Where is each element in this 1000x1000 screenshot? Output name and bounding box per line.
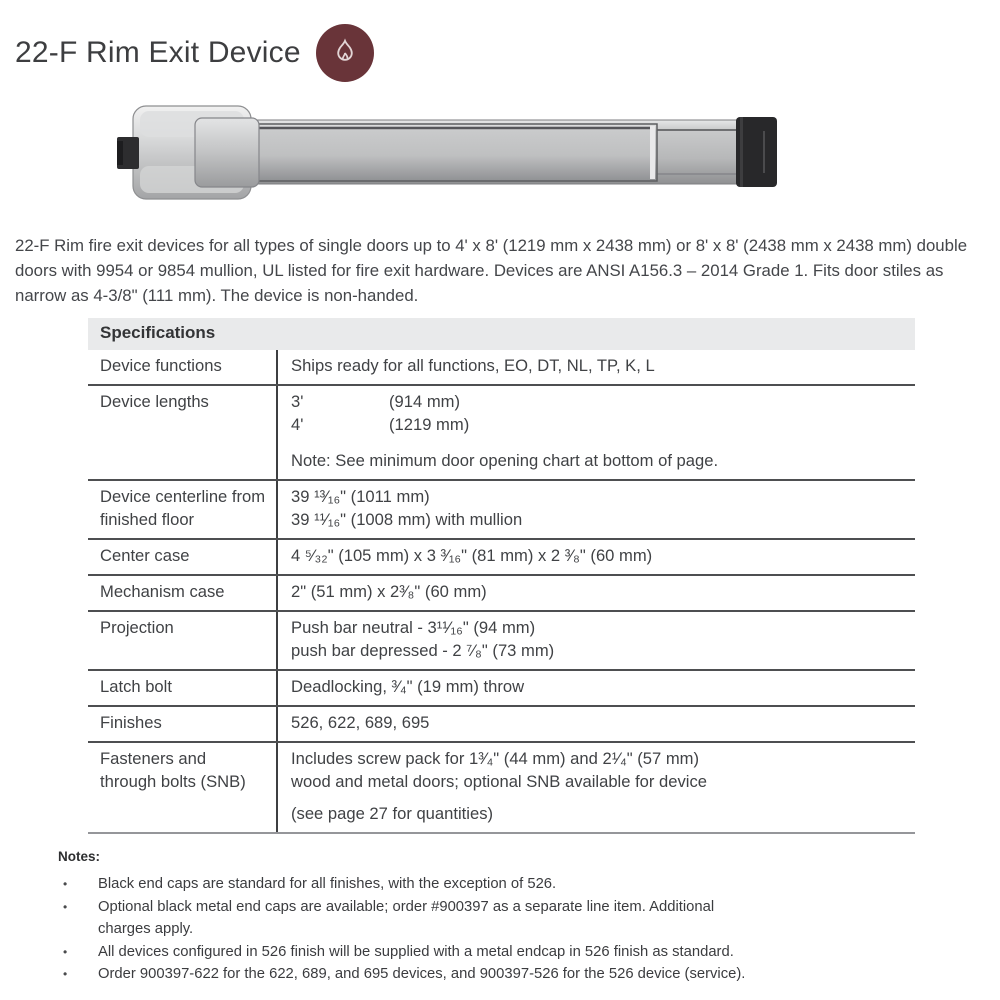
- spec-value: [278, 540, 915, 574]
- spec-value: [278, 576, 915, 610]
- length-metric: (914 mm): [389, 392, 460, 411]
- spec-value: [278, 386, 915, 479]
- note-item: [58, 941, 958, 964]
- spec-value: [278, 350, 915, 384]
- spec-value: [278, 671, 915, 705]
- spec-value-line: push bar depressed - 2 ⁷⁄₈" (73 mm): [291, 641, 555, 660]
- spec-value: [278, 481, 915, 538]
- spec-value-line: (see page 27 for quantities): [291, 804, 494, 823]
- specifications-table: [88, 318, 915, 834]
- exit-device-image: [115, 104, 777, 202]
- spec-value-line: 39 ¹¹⁄₁₆" (1008 mm) with mullion: [291, 510, 523, 529]
- spec-value: [278, 743, 915, 832]
- note-text: [98, 963, 958, 986]
- spec-value-line: [291, 390, 905, 413]
- spec-value-line: Includes screw pack for 1³⁄₄" (44 mm) and 2¹⁄₄" (57 mm): [291, 749, 700, 768]
- spec-row: [88, 386, 915, 481]
- spec-value-line: wood and metal doors; optional SNB available for device: [291, 772, 708, 791]
- spec-row: [88, 540, 915, 576]
- spec-value-line: 39 ¹³⁄₁₆" (1011 mm): [291, 487, 430, 506]
- length-imperial: 4': [291, 415, 304, 434]
- note-text-line: Optional black metal end caps are available; order #900397 as a separate line item. Additional: [98, 898, 715, 915]
- bullet-icon: •: [63, 967, 68, 981]
- note-item: [58, 896, 958, 941]
- spec-value: [278, 707, 915, 741]
- spec-value-line: Deadlocking, ³⁄₄" (19 mm) throw: [291, 677, 525, 696]
- spec-value-line: 4 ⁵⁄₃₂" (105 mm) x 3 ³⁄₁₆" (81 mm) x 2 ³⁄₈" (60 mm): [291, 546, 653, 565]
- fire-rated-badge: [316, 24, 374, 82]
- note-text: [98, 941, 958, 964]
- spec-row: [88, 671, 915, 707]
- header: [15, 24, 374, 82]
- spec-label: Device lengths: [88, 386, 278, 479]
- length-imperial: 3': [291, 392, 304, 411]
- product-description: 22-F Rim fire exit devices for all types of single doors up to 4' x 8' (1219 mm x 2438 mm) or 8' x 8' (2438 mm x 2438 mm) double doors with 9954 or 9854 mullion, UL listed for fire exit hardware. Devices are ANSI A156.3 – 2014 Grade 1. Fits door stiles as narrow as 4-3/8" (111 mm). The device is non-handed.: [15, 236, 968, 305]
- notes-list: [58, 873, 958, 986]
- spec-label: Center case: [88, 540, 278, 574]
- spec-value-line: [291, 413, 905, 436]
- bullet-icon: •: [63, 877, 68, 891]
- notes-heading: Notes:: [58, 849, 101, 864]
- length-metric: (1219 mm): [389, 415, 470, 434]
- spec-row: [88, 612, 915, 671]
- spec-label: Fasteners and through bolts (SNB): [88, 743, 278, 832]
- spec-label: Device centerline from finished floor: [88, 481, 278, 538]
- note-text-line: Black end caps are standard for all finishes, with the exception of 526.: [98, 876, 557, 892]
- spec-label: Latch bolt: [88, 671, 278, 705]
- flame-icon: [328, 36, 362, 70]
- spec-value-line: Push bar neutral - 3¹¹⁄₁₆" (94 mm): [291, 618, 536, 637]
- spec-label: Device functions: [88, 350, 278, 384]
- note-text-line: All devices configured in 526 finish will be supplied with a metal endcap in 526 finish as standard.: [98, 943, 734, 960]
- spec-value-line: Ships ready for all functions, EO, DT, NL, TP, K, L: [291, 356, 655, 375]
- note-item: [58, 963, 958, 986]
- spec-value-line: 2" (51 mm) x 2³⁄₈" (60 mm): [291, 582, 487, 601]
- spec-row: [88, 350, 915, 386]
- notes-section: [58, 849, 958, 986]
- spec-row: [88, 576, 915, 612]
- product-photo: [115, 104, 777, 202]
- push-bar: [255, 124, 657, 181]
- page-title: 22-F Rim Exit Device: [15, 36, 301, 69]
- spec-row: [88, 743, 915, 834]
- spec-value-line: 526, 622, 689, 695: [291, 713, 430, 732]
- note-item: [58, 873, 958, 896]
- end-cap: [736, 117, 777, 187]
- spec-row: [88, 481, 915, 540]
- note-text: [98, 896, 958, 941]
- note-text-line: Order 900397-622 for the 622, 689, and 695 devices, and 900397-526 for the 526 device (service).: [98, 966, 746, 982]
- spec-value: [278, 612, 915, 669]
- bullet-icon: •: [63, 944, 68, 959]
- bar-head: [195, 118, 259, 187]
- bullet-icon: •: [63, 899, 68, 914]
- note-text: [98, 873, 958, 896]
- specs-body: [88, 350, 915, 834]
- specifications-heading: Specifications: [88, 318, 915, 350]
- spec-label: Projection: [88, 612, 278, 669]
- spec-value-line: Note: See minimum door opening chart at bottom of page.: [291, 451, 719, 470]
- spec-row: [88, 707, 915, 743]
- note-text-line: charges apply.: [98, 921, 194, 937]
- spec-label: Mechanism case: [88, 576, 278, 610]
- spec-label: Finishes: [88, 707, 278, 741]
- latch-bolt: [117, 137, 139, 169]
